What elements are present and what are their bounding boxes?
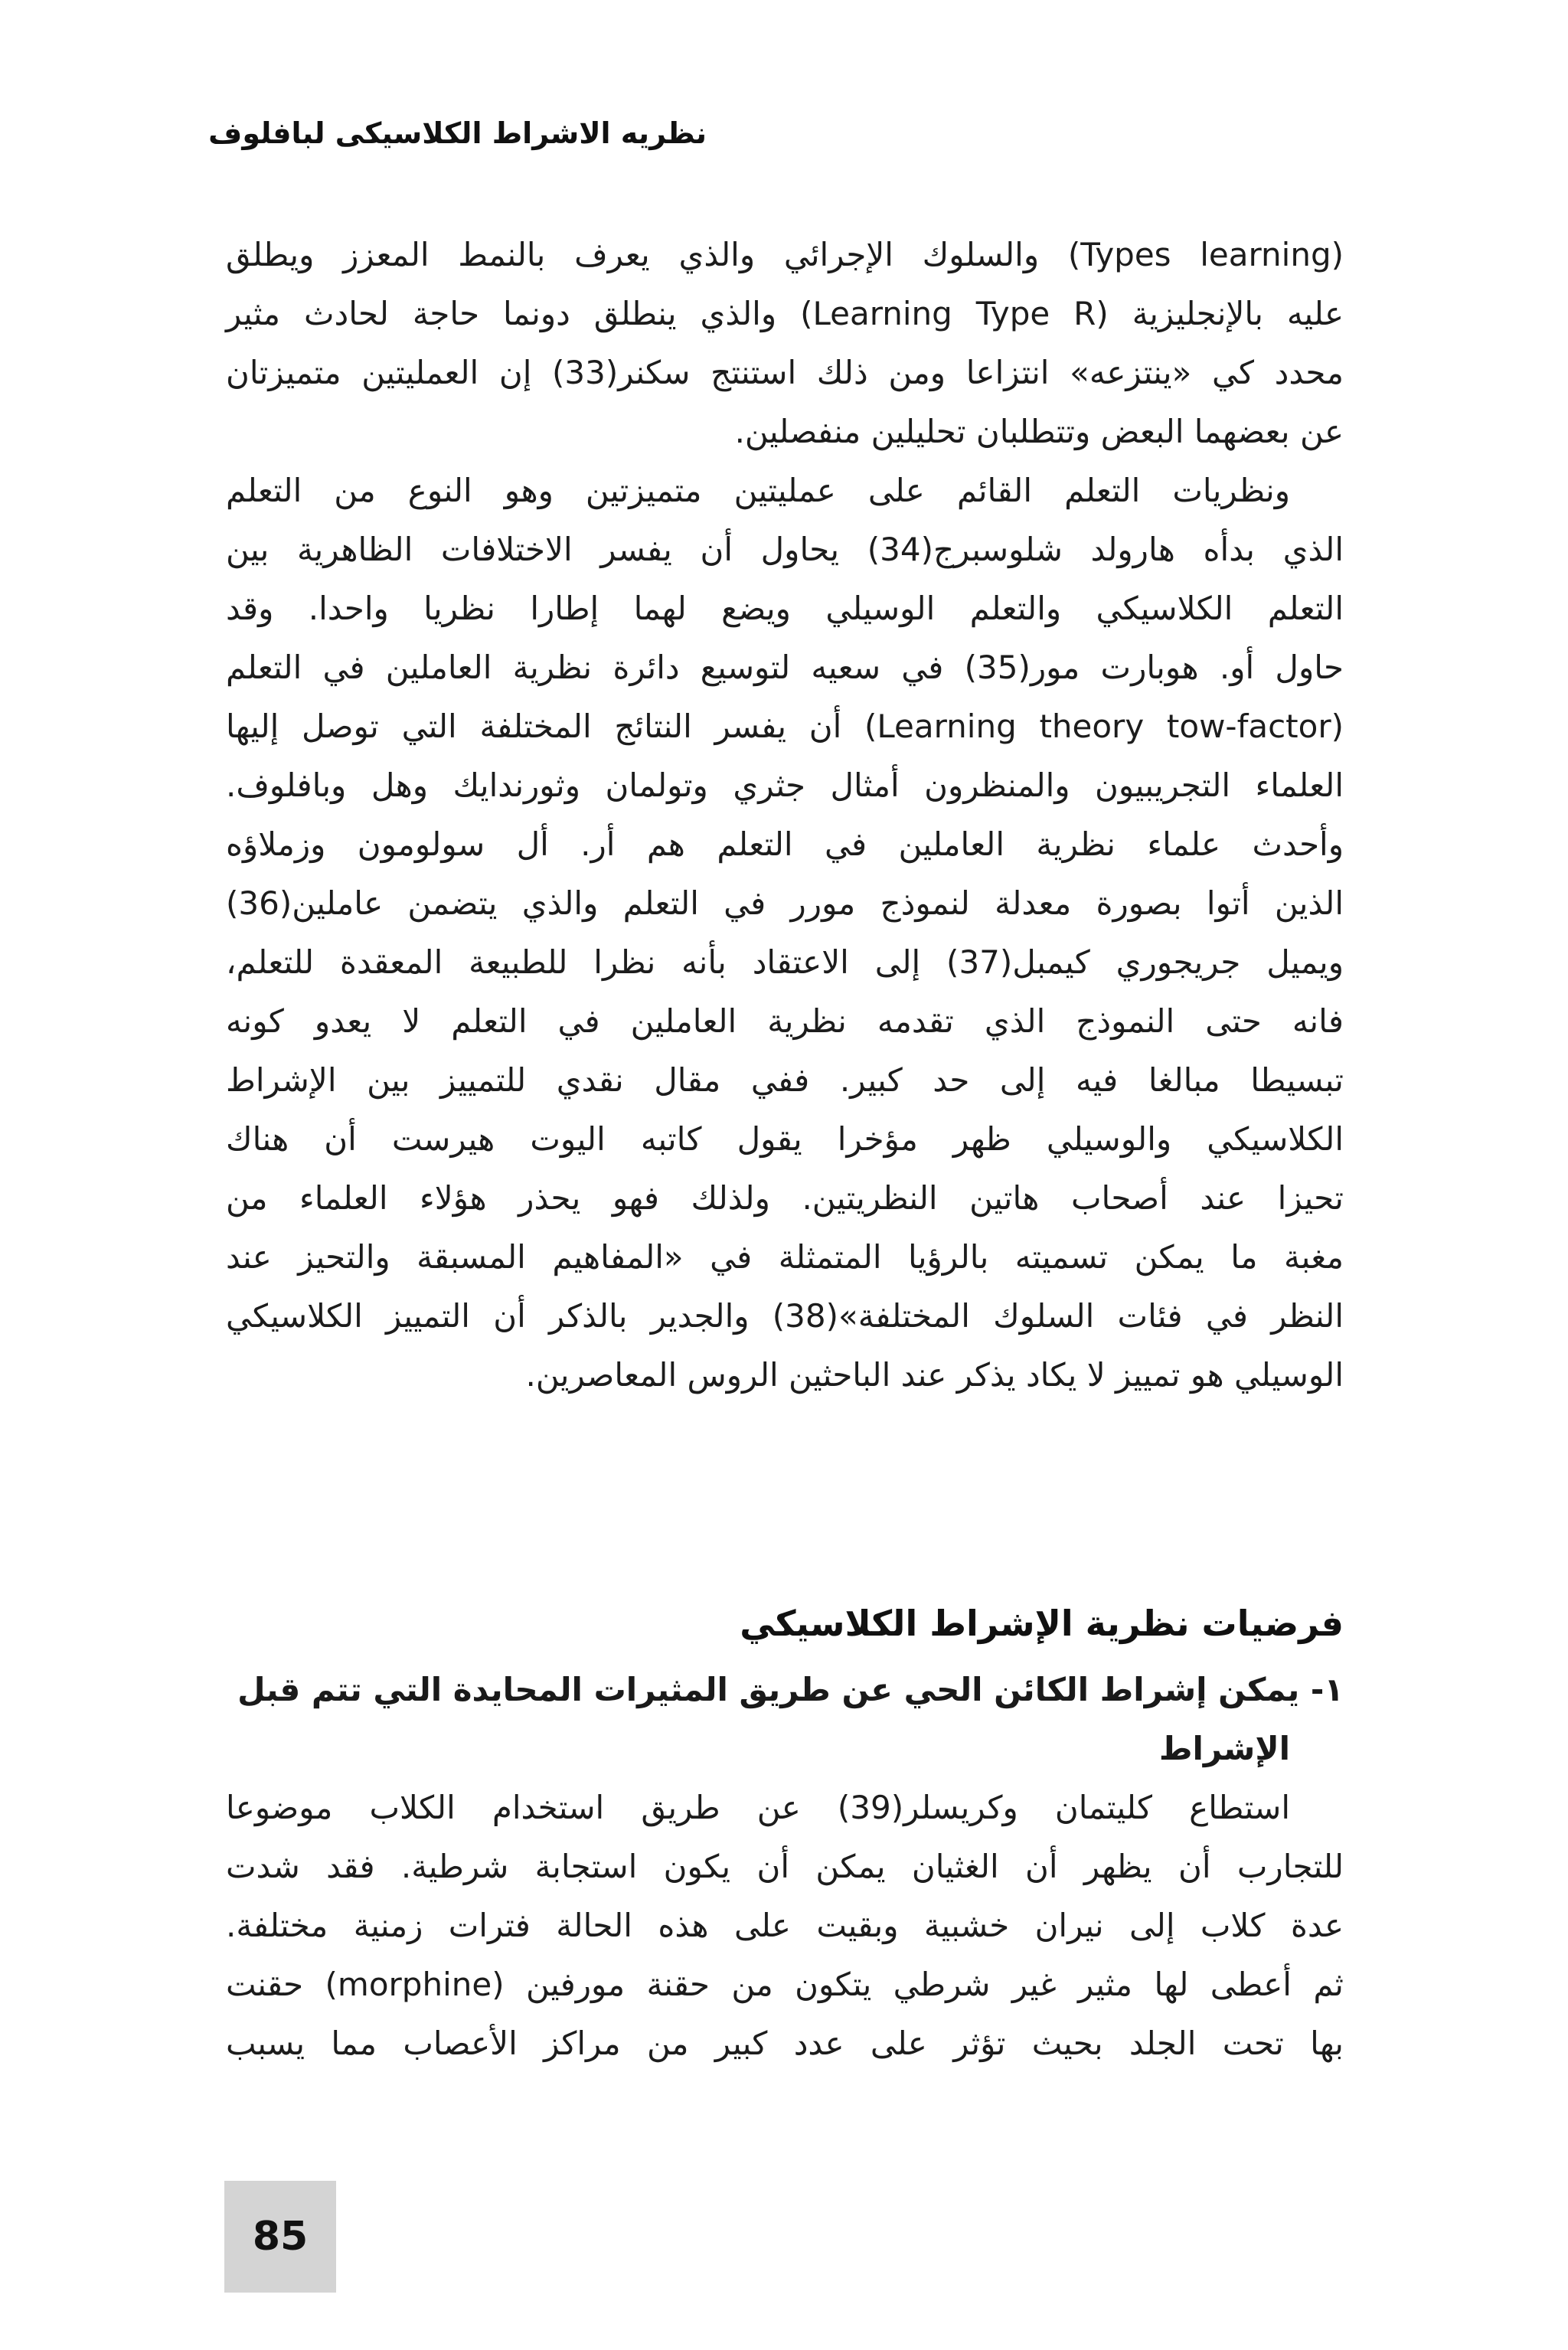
text-line: وأحدث علماء نظرية العاملين في التعلم هم أر. أل سولومون وزملاؤه <box>226 825 1344 863</box>
text-line: الوسيلي هو تمييز لا يكاد يذكر عند الباحثين الروس المعاصرين. <box>525 1356 1344 1394</box>
text-line: مغبة ما يمكن تسميته بالرؤيا المتمثلة في «المفاهيم المسبقة والتحيز عند <box>226 1238 1344 1276</box>
text-line: (Learning theory tow-factor) أن يفسر النتائج المختلفة التي توصل إليها <box>226 708 1344 745</box>
text-line: النظر في فئات السلوك المختلفة»(38) والجدير بالذكر أن التمييز الكلاسيكي <box>226 1297 1344 1335</box>
text-line: التعلم الكلاسيكي والتعلم الوسيلي ويضع لهما إطارا نظريا واحدا. وقد <box>226 590 1344 627</box>
text-line: العلماء التجريبيون والمنظرون أمثال جثري وتولمان وثورندايك وهل وبافلوف. <box>226 766 1344 804</box>
text-line: فانه حتى النموذج الذي تقدمه نظرية العاملين في التعلم لا يعدو كونه <box>226 1002 1344 1040</box>
hypothesis-line: الإشراط <box>1158 1730 1290 1767</box>
text-line: حاول أو. هوبارت مور(35) في سعيه لتوسيع دائرة نظرية العاملين في التعلم <box>226 649 1344 686</box>
text-line: محدد كي «ينتزعه» انتزاعا ومن ذلك استنتج سكنر(33) إن العمليتين متميزتان <box>226 354 1344 391</box>
text-line: ثم أعطى لها مثير غير شرطي يتكون من حقنة مورفين (morphine) حقنت <box>226 1966 1344 2003</box>
section-heading: فرضيات نظرية الإشراط الكلاسيكي <box>740 1603 1344 1644</box>
text-line: ونظريات التعلم القائم على عمليتين متميزتين وهو النوع من التعلم <box>226 472 1290 509</box>
text-line: عليه بالإنجليزية (Learning Type R) والذي ينطلق دونما حاجة لحادث مثير <box>226 295 1344 332</box>
text-line: ويميل جريجوري كيمبل(37) إلى الاعتقاد بأنه نظرا للطبيعة المعقدة للتعلم، <box>226 943 1344 981</box>
hypothesis-heading <box>226 1660 1344 1778</box>
running-header: نظريه الاشراط الكلاسيكى لبافلوف <box>208 116 707 150</box>
body-text-bottom <box>226 1778 1344 2073</box>
text-line: (Types learning) والسلوك الإجرائي والذي يعرف بالنمط المعزز ويطلق <box>226 236 1344 273</box>
text-line: الذين أتوا بصورة معدلة لنموذج مورر في التعلم والذي يتضمن عاملين(36) <box>226 884 1344 922</box>
body-text-top <box>226 225 1344 1404</box>
hypothesis-line: ١- يمكن إشراط الكائن الحي عن طريق المثيرات المحايدة التي تتم قبل <box>237 1671 1344 1708</box>
text-line: تبسيطا مبالغا فيه إلى حد كبير. ففي مقال نقدي للتمييز بين الإشراط <box>226 1061 1344 1099</box>
page-number-box <box>224 2181 336 2293</box>
text-line: عدة كلاب إلى نيران خشبية وبقيت على هذه الحالة فترات زمنية مختلفة. <box>226 1907 1344 1944</box>
text-line: عن بعضهما البعض وتتطلبان تحليلين منفصلين. <box>734 413 1344 450</box>
text-line: للتجارب أن يظهر أن الغثيان يمكن أن يكون استجابة شرطية. فقد شدت <box>226 1848 1344 1885</box>
text-line: بها تحت الجلد بحيث تؤثر على عدد كبير من مراكز الأعصاب مما يسبب <box>226 2025 1344 2062</box>
text-line: الكلاسيكي والوسيلي ظهر مؤخرا يقول كاتبه اليوت هيرست أن هناك <box>226 1120 1344 1158</box>
text-line: تحيزا عند أصحاب هاتين النظريتين. ولذلك فهو يحذر هؤلاء العلماء من <box>226 1179 1344 1217</box>
text-line: استطاع كليتمان وكريسلر(39) عن طريق استخدام الكلاب موضوعا <box>226 1789 1290 1826</box>
text-line: الذي بدأه هارولد شلوسبرج(34) يحاول أن يفسر الاختلافات الظاهرية بين <box>226 531 1344 568</box>
page-number: 85 <box>252 2214 309 2260</box>
